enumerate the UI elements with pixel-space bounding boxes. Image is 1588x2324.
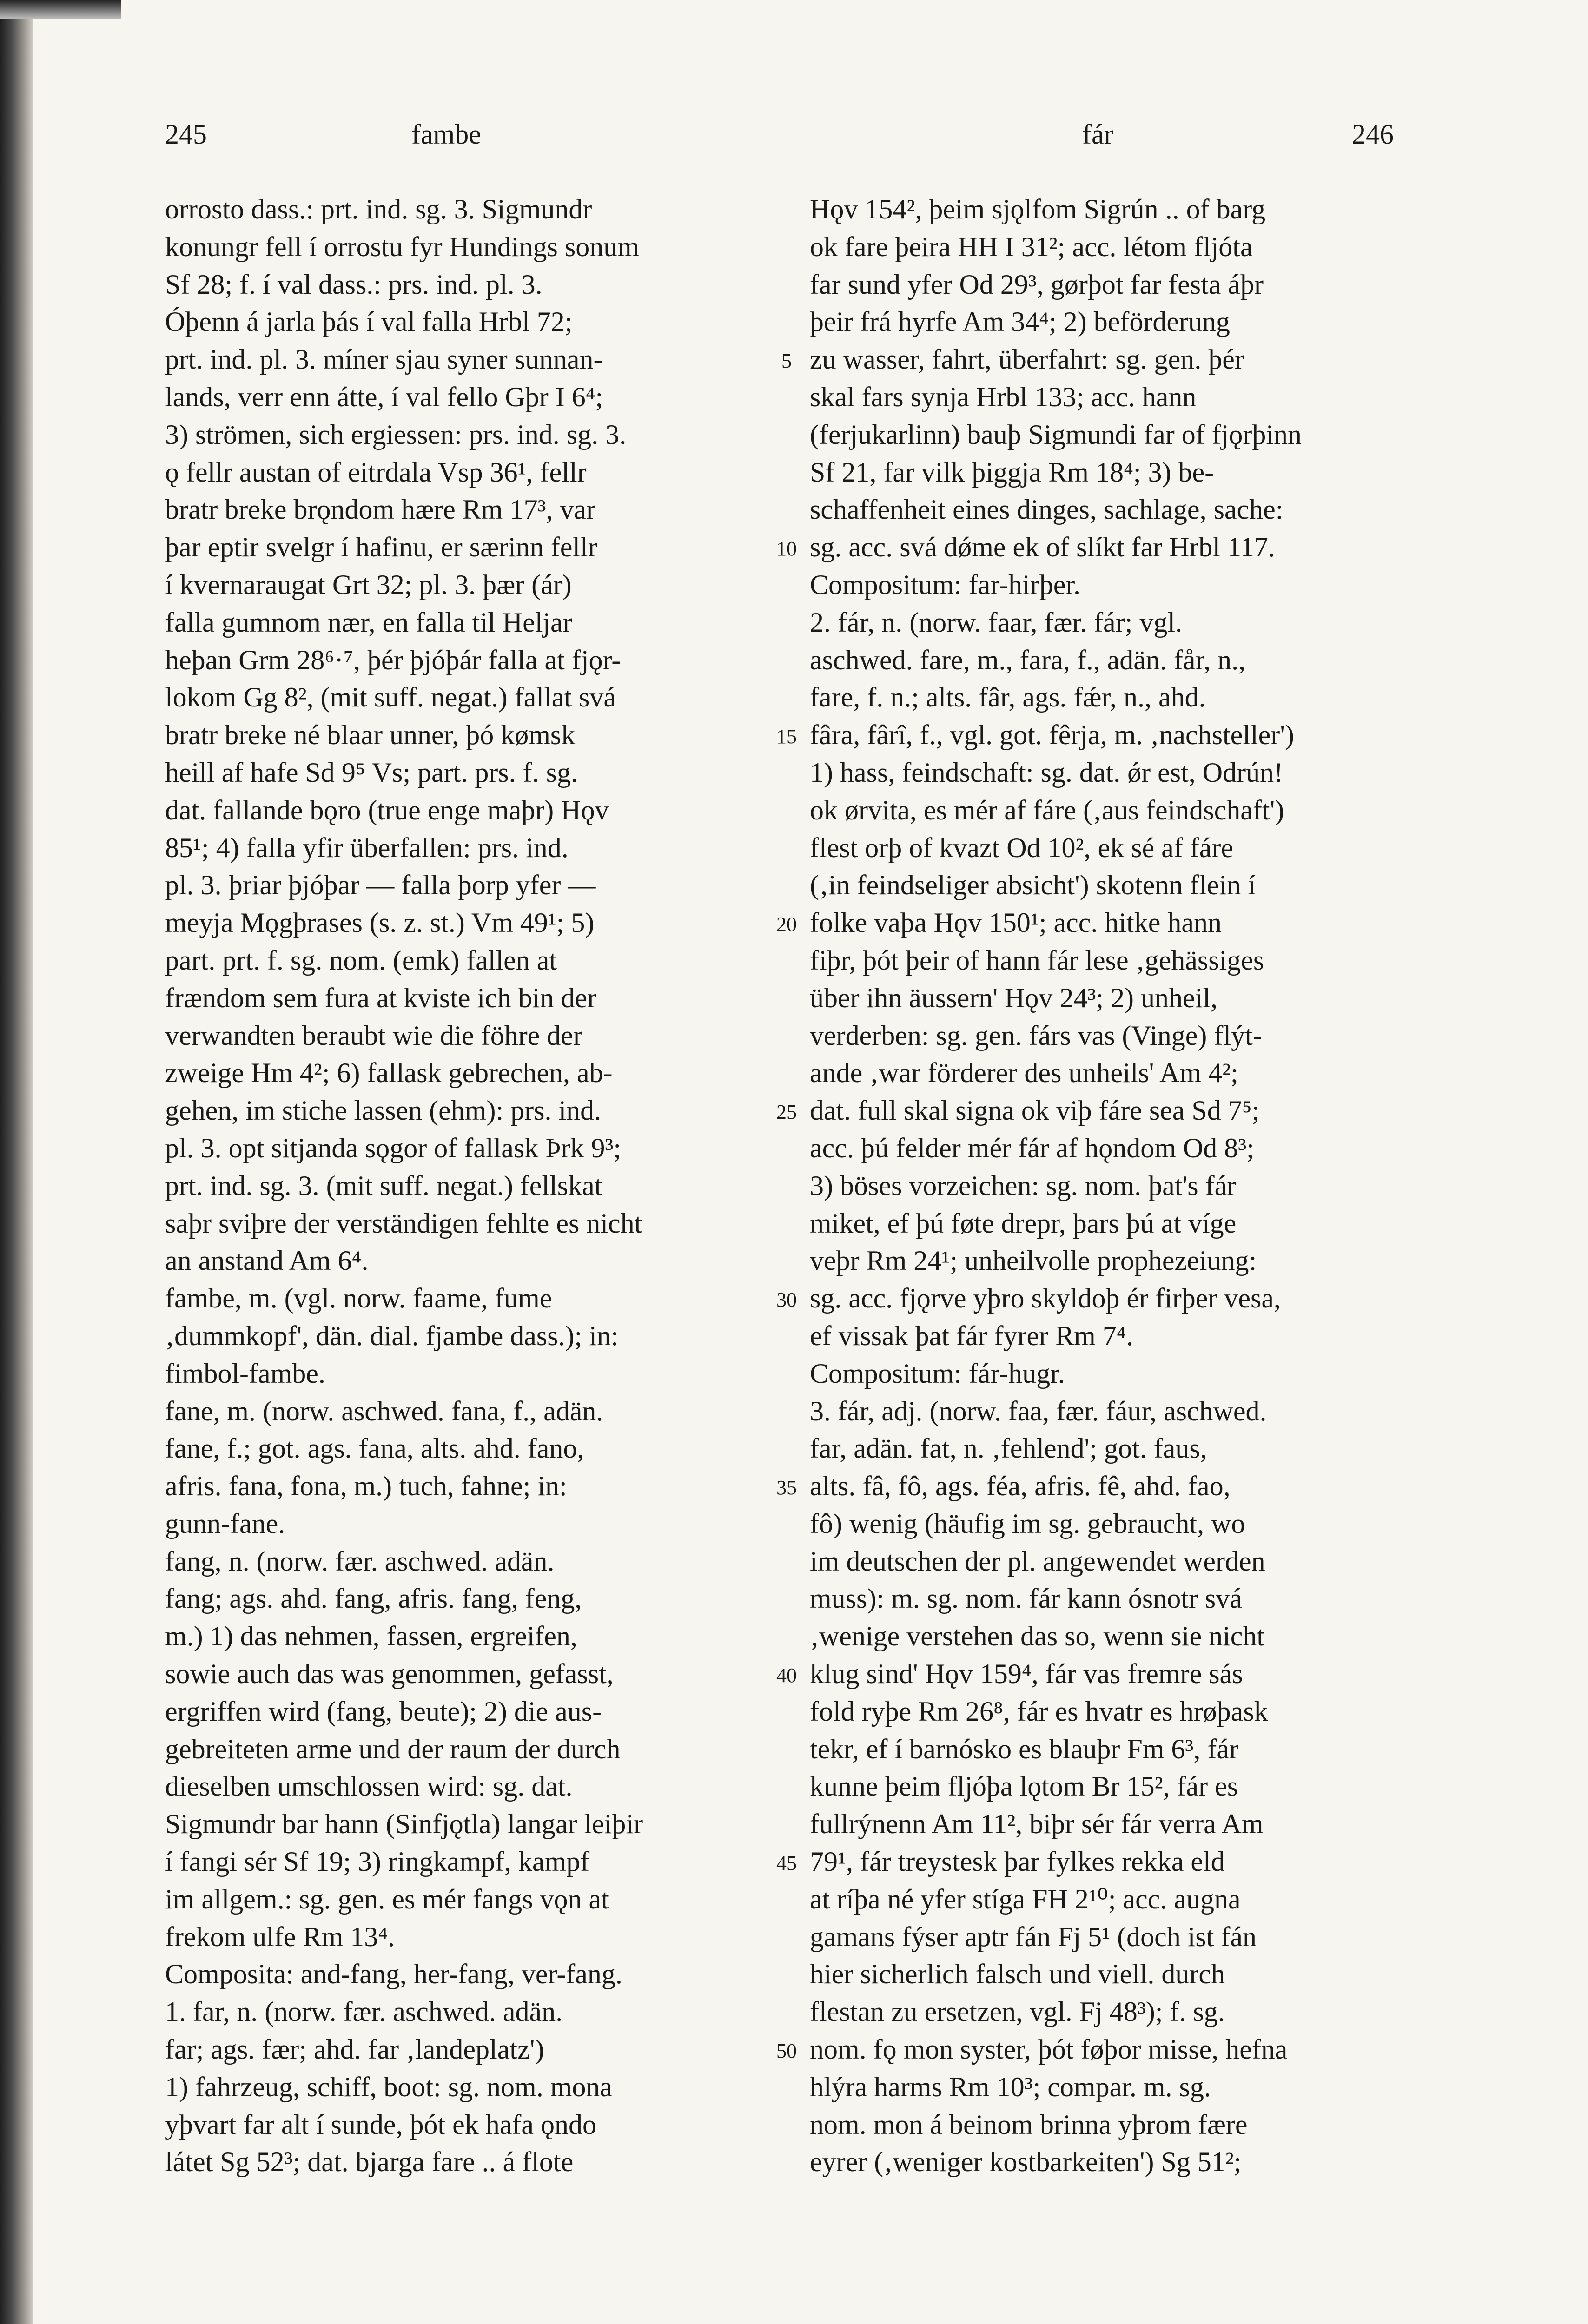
right-page-number: 246 [1352,119,1394,150]
left-column-line: afris. fana, fona, m.) tuch, fahne; in: [165,1471,567,1502]
scan-binding-shadow [0,0,33,2324]
right-column-line: verderben: sg. gen. fárs vas (Vinge) flýt- [810,1020,1262,1051]
right-column-line: dat. full skal signa ok viþ fáre sea Sd 7⁵; [810,1095,1260,1126]
left-column-line: an anstand Am 6⁴. [165,1245,369,1276]
line-number: 20 [776,913,797,936]
left-column-line: zweige Hm 4²; 6) fallask gebrechen, ab- [165,1057,613,1089]
left-column-line: dieselben umschlossen wird: sg. dat. [165,1771,573,1802]
right-column-line: 3. fár, adj. (norw. faa, fær. fáur, aschwed. [810,1395,1267,1426]
right-column-line: muss): m. sg. nom. fár kann ósnotr svá [810,1583,1242,1614]
left-column-line: heþan Grm 28⁶·⁷, þér þjóþár falla at fjǫr- [165,644,621,675]
right-column-line: fô) wenig (häufig im sg. gebraucht, wo [810,1508,1245,1539]
right-column-line: hlýra harms Rm 10³; compar. m. sg. [810,2071,1211,2102]
left-column-line: lokom Gg 8², (mit suff. negat.) fallat svá [165,682,616,713]
right-column-line: zu wasser, fahrt, überfahrt: sg. gen. þér [810,344,1244,375]
left-column-line: bratr breke brǫndom hære Rm 17³, var [165,494,596,525]
line-number: 45 [776,1852,797,1875]
left-column-line: látet Sg 52³; dat. bjarga fare .. á flote [165,2146,574,2178]
right-column-line: eyrer (‚weniger kostbarkeiten') Sg 51²; [810,2146,1242,2178]
page-header [0,119,1588,160]
right-column-line: kunne þeim fljóþa lǫtom Br 15², fár es [810,1771,1238,1802]
right-column-line: ok ørvita, es mér af fáre (‚aus feindschaft') [810,794,1284,825]
right-column-line: nom. fǫ mon syster, þót føþor misse, hefna [810,2034,1288,2065]
right-column-line: 2. fár, n. (norw. faar, fær. fár; vgl. [810,607,1183,638]
right-running-head: fár [1082,119,1113,150]
left-column-line: ergriffen wird (fang, beute); 2) die aus- [165,1696,602,1727]
left-page-number: 245 [165,119,207,150]
line-number: 50 [776,2040,797,2063]
left-column-line: frændom sem fura at kviste ich bin der [165,982,597,1013]
left-column-line: part. prt. f. sg. nom. (emk) fallen at [165,944,557,976]
left-column-line: þar eptir svelgr í hafinu, er særinn fellr [165,532,597,563]
right-column-line: klug sind' Hǫv 159⁴, fár vas fremre sás [810,1658,1243,1690]
right-column-line: sg. acc. fjǫrve yþro skyldoþ ér firþer vesa, [810,1283,1281,1314]
right-column-line: Compositum: fár-hugr. [810,1358,1065,1389]
left-column-line: falla gumnom nær, en falla til Heljar [165,607,572,638]
left-column-line: bratr breke né blaar unner, þó kømsk [165,720,576,751]
right-column-line: miket, ef þú føte drepr, þars þú at víge [810,1208,1237,1239]
left-column-line: í kvernaraugat Grt 32; pl. 3. þær (ár) [165,569,572,600]
right-column-line: fare, f. n.; alts. fâr, ags. fǽr, n., ahd. [810,682,1206,713]
left-column-line: fang, n. (norw. fær. aschwed. adän. [165,1545,555,1577]
left-column-line: lands, verr enn átte, í val fello Gþr I 6⁴; [165,381,603,412]
line-number: 40 [776,1664,797,1687]
left-running-head: fambe [411,119,481,150]
left-column-line: m.) 1) das nehmen, fassen, ergreifen, [165,1621,577,1652]
left-column-line: fang; ags. ahd. fang, afris. fang, feng, [165,1583,582,1614]
left-text-column [165,191,769,2181]
right-column-line: flestan zu ersetzen, vgl. Fj 48³); f. sg. [810,1996,1225,2027]
left-column-line: pl. 3. þriar þjóþar — falla þorp yfer — [165,870,596,901]
left-column-line: fambe, m. (vgl. norw. faame, fume [165,1283,552,1314]
right-column-line: tekr, ef í barnósko es blauþr Fm 6³, fár [810,1733,1239,1764]
right-column-line: þeir frá hyrfe Am 34⁴; 2) beförderung [810,306,1230,337]
right-column-line: at ríþa né yfer stíga FH 2¹⁰; acc. augna [810,1883,1241,1915]
left-column-line: sowie auch das was genommen, gefasst, [165,1658,614,1690]
right-column-line: im deutschen der pl. angewendet werden [810,1545,1265,1577]
right-column-line: über ihn äussern' Hǫv 24³; 2) unheil, [810,982,1217,1013]
right-column-line: ande ‚war förderer des unheils' Am 4²; [810,1057,1238,1089]
right-column-line: skal fars synja Hrbl 133; acc. hann [810,381,1197,412]
right-column-line: 1) hass, feindschaft: sg. dat. ǿr est, Odrún! [810,757,1284,788]
left-column-line: dat. fallande bǫro (true enge maþr) Hǫv [165,794,609,825]
right-column-line: folke vaþa Hǫv 150¹; acc. hitke hann [810,907,1222,938]
left-column-line: Composita: and-fang, her-fang, ver-fang. [165,1959,622,1990]
left-column-line: far; ags. fær; ahd. far ‚landeplatz') [165,2034,544,2065]
line-number: 35 [776,1476,797,1499]
line-number: 5 [781,350,792,373]
left-column-line: Sf 28; f. í val dass.: prs. ind. pl. 3. [165,269,543,300]
right-column-line: alts. fâ, fô, ags. féa, afris. fê, ahd. fao, [810,1471,1231,1502]
left-column-line: pl. 3. opt sitjanda sǫgor of fallask Þrk 9³; [165,1132,622,1163]
right-column-line: 79¹, fár treystesk þar fylkes rekka eld [810,1846,1225,1877]
left-column-line: konungr fell í orrostu fyr Hundings sonum [165,231,639,262]
right-column-line: Sf 21, far vilk þiggja Rm 18⁴; 3) be- [810,456,1214,488]
line-number: 15 [776,725,797,748]
left-column-line: gebreiteten arme und der raum der durch [165,1733,621,1764]
left-column-line: Sigmundr bar hann (Sinfjǫtla) langar leiþir [165,1809,643,1840]
left-column-line: 1. far, n. (norw. fær. aschwed. adän. [165,1996,563,2027]
left-column-line: 85¹; 4) falla yfir überfallen: prs. ind. [165,832,569,863]
left-column-line: verwandten beraubt wie die föhre der [165,1020,582,1051]
left-column-line: prt. ind. sg. 3. (mit suff. negat.) fellskat [165,1170,602,1201]
left-column-line: ‚dummkopf', dän. dial. fjambe dass.); in: [165,1320,619,1351]
right-column-line: 3) böses vorzeichen: sg. nom. þat's fár [810,1170,1237,1201]
right-column-line: veþr Rm 24¹; unheilvolle prophezeiung: [810,1245,1257,1276]
line-number: 30 [776,1288,797,1312]
right-column-line: nom. mon á beinom brinna yþrom fære [810,2109,1248,2140]
left-column-line: yþvart far alt í sunde, þót ek hafa ǫndo [165,2109,597,2140]
left-column-line: gunn-fane. [165,1508,285,1539]
right-column-line: (ferjukarlinn) bauþ Sigmundi far of fjǫrþinn [810,419,1302,450]
left-column-line: im allgem.: sg. gen. es mér fangs vǫn at [165,1883,609,1915]
right-column-line: ef vissak þat fár fyrer Rm 7⁴. [810,1320,1133,1351]
right-column-line: Compositum: far-hirþer. [810,569,1081,600]
scan-corner-shadow [0,0,121,19]
right-column-line: fullrýnenn Am 11², biþr sér fár verra Am [810,1809,1264,1840]
left-column-line: Óþenn á jarla þás í val falla Hrbl 72; [165,306,573,337]
right-column-line: ‚wenige verstehen das so, wenn sie nicht [810,1621,1265,1652]
left-column-line: prt. ind. pl. 3. míner sjau syner sunnan- [165,344,603,375]
right-text-column [810,191,1419,2181]
line-number: 10 [776,537,797,561]
right-column-line: fiþr, þót þeir of hann fár lese ‚gehässiges [810,944,1264,976]
right-column-line: aschwed. fare, m., fara, f., adän. får, n., [810,644,1246,675]
left-column-line: 3) strömen, sich ergiessen: prs. ind. sg. 3. [165,419,627,450]
left-column-line: fimbol-fambe. [165,1358,325,1389]
line-number: 25 [776,1101,797,1124]
right-column-line: hier sicherlich falsch und viell. durch [810,1959,1225,1990]
left-column-line: í fangi sér Sf 19; 3) ringkampf, kampf [165,1846,590,1877]
right-column-line: far sund yfer Od 29³, gørþot far festa áþr [810,269,1264,300]
right-column-line: fold ryþe Rm 26⁸, fár es hvatr es hrøþask [810,1696,1268,1727]
right-column-line: Hǫv 154², þeim sjǫlfom Sigrún .. of barg [810,194,1266,224]
right-column-line: far, adän. fat, n. ‚fehlend'; got. faus, [810,1433,1207,1464]
right-column-line: ok fare þeira HH I 31²; acc. létom fljóta [810,231,1253,262]
left-column-line: heill af hafe Sd 9⁵ Vs; part. prs. f. sg. [165,757,578,788]
left-column-line: fane, f.; got. ags. fana, alts. ahd. fano, [165,1433,584,1464]
right-column-line: sg. acc. svá dǿme ek of slíkt far Hrbl 117. [810,532,1275,563]
right-column-line: acc. þú felder mér fár af hǫndom Od 8³; [810,1132,1254,1163]
right-column-line: gamans fýser aptr fán Fj 5¹ (doch ist fán [810,1921,1257,1952]
right-column-line: flest orþ of kvazt Od 10², ek sé af fáre [810,832,1233,863]
left-column-line: frekom ulfe Rm 13⁴. [165,1921,395,1952]
left-column-line: meyja Mǫgþrases (s. z. st.) Vm 49¹; 5) [165,907,595,938]
left-column-line: saþr sviþre der verständigen fehlte es nicht [165,1208,642,1239]
right-column-line: (‚in feindseliger absicht') skotenn flein í [810,870,1256,901]
left-column-line: 1) fahrzeug, schiff, boot: sg. nom. mona [165,2071,613,2102]
left-column-line: ǫ fellr austan of eitrdala Vsp 36¹, fellr [165,456,587,488]
right-column-line: fâra, fârî, f., vgl. got. fêrja, m. ‚nachsteller') [810,720,1295,751]
left-column-line: orrosto dass.: prt. ind. sg. 3. Sigmundr [165,194,592,224]
left-column-line: fane, m. (norw. aschwed. fana, f., adän. [165,1395,603,1426]
left-column-line: gehen, im stiche lassen (ehm): prs. ind. [165,1095,602,1126]
right-column-line: schaffenheit eines dinges, sachlage, sache: [810,494,1284,525]
